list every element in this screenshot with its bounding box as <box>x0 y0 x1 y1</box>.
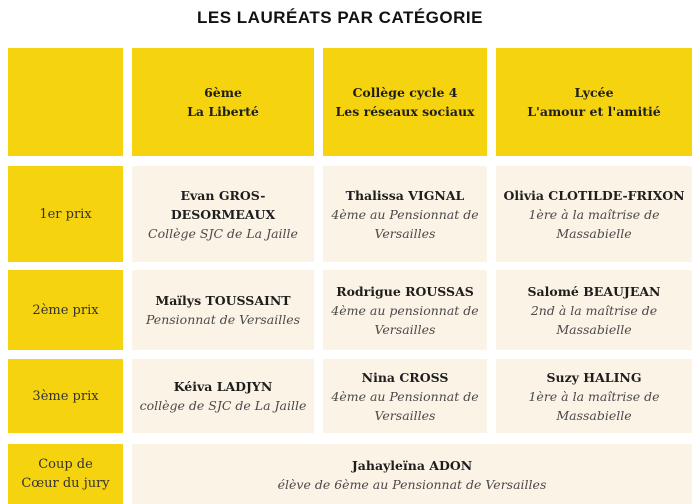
prize-label: 1er prix <box>39 206 92 222</box>
header-level: Collège cycle 4 <box>352 85 458 100</box>
winner-cell <box>132 166 314 262</box>
winner-name: Rodrigue ROUSSAS <box>336 283 474 299</box>
winner-name: Evan GROS-DESORMEAUX <box>170 187 276 222</box>
winner-cell <box>323 359 487 433</box>
winner-cell <box>323 166 487 262</box>
winner-cell <box>132 270 314 350</box>
winner-name: Thalissa VIGNAL <box>345 187 465 203</box>
header-level: Lycée <box>574 85 614 100</box>
prize-label: 2ème prix <box>32 302 99 318</box>
winner-name: Kéiva LADJYN <box>173 379 273 394</box>
header-theme: L'amour et l'amitié <box>527 104 661 119</box>
winner-name: Olivia CLOTILDE-FRIXON <box>503 187 685 203</box>
row-label-2eme-prix <box>8 270 123 350</box>
winner-school: Collège SJC de La Jaille <box>148 225 298 241</box>
header-corner-cell <box>8 48 123 156</box>
winner-school: Pensionnat de Versailles <box>145 312 301 327</box>
winner-school: 4ème au Pensionnat de Versailles <box>331 206 479 241</box>
winner-cell <box>323 270 487 350</box>
winner-cell <box>496 166 692 262</box>
coup-de-coeur-cell <box>132 444 692 504</box>
page-title: LES LAURÉATS PAR CATÉGORIE <box>197 8 483 27</box>
header-theme: Les réseaux sociaux <box>335 104 475 119</box>
prize-label: 3ème prix <box>32 388 99 404</box>
header-cell-college <box>323 48 487 156</box>
winner-cell <box>132 359 314 433</box>
prize-label: Coup de Cœur du jury <box>21 457 110 491</box>
header-theme: La Liberté <box>187 104 259 119</box>
winner-name: Jahayleïna ADON <box>351 458 473 473</box>
winner-school: 1ère à la maîtrise de Massabielle <box>528 388 660 423</box>
winner-name: Suzy HALING <box>546 369 642 385</box>
winner-school: 2nd à la maîtrise de Massabielle <box>530 302 658 337</box>
header-level: 6ème <box>204 85 242 100</box>
header-cell-lycee <box>496 48 692 156</box>
row-label-3eme-prix <box>8 359 123 433</box>
winner-name: Salomé BEAUJEAN <box>527 283 661 299</box>
winner-cell <box>496 359 692 433</box>
row-label-coup-de-coeur <box>8 444 123 504</box>
winner-school: élève de 6ème au Pensionnat de Versailles <box>277 477 547 492</box>
row-label-1er-prix <box>8 166 123 262</box>
winner-name: Maïlys TOUSSAINT <box>155 293 291 308</box>
winner-school: collège de SJC de La Jaille <box>139 398 307 413</box>
winner-name: Nina CROSS <box>361 369 449 385</box>
winner-school: 1ère à la maîtrise de Massabielle <box>528 206 660 241</box>
winner-school: 4ème au Pensionnat de Versailles <box>331 388 479 423</box>
header-cell-6eme <box>132 48 314 156</box>
winner-school: 4ème au pensionnat de Versailles <box>331 302 479 337</box>
winner-cell <box>496 270 692 350</box>
